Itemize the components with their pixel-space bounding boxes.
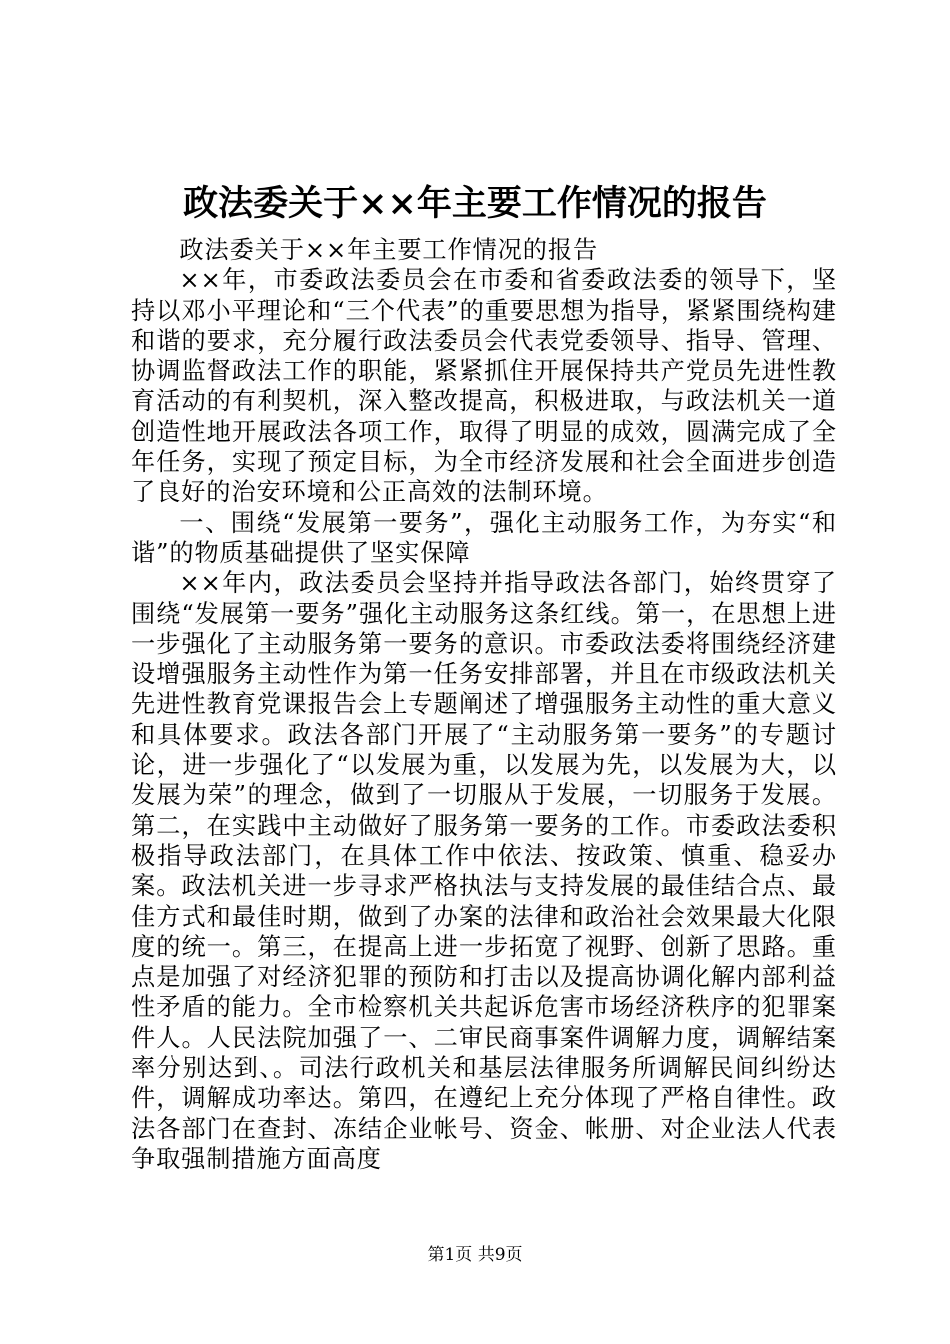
- document-title: 政法委关于××年主要工作情况的报告: [183, 183, 767, 224]
- page-footer: 第1页 共9页: [427, 1245, 523, 1265]
- paragraph-subtitle: 政法委关于××年主要工作情况的报告: [179, 236, 599, 264]
- paragraph-intro: ××年，市委政法委员会在市委和省委政法委的领导下，坚持以邓小平理论和“三个代表”的重要思想为指导，紧紧围绕构建和谐的要求，充分履行政法委员会代表党委领导、指导、管理、协调监督政法工作的职能，紧紧抓住开展保持共产党员先进性教育活动的有利契机，深入整改提高，积极进取，与政法机关一道创造性地开展政法各项工作，取得了明显的成效，圆满完成了全年任务，实现了预定目标，为全市经济发展和社会全面进步创造了良好的治安环境和公正高效的法制环境。: [131, 266, 837, 507]
- paragraph-section-1: ××年内，政法委员会坚持并指导政法各部门，始终贯穿了围绕“发展第一要务”强化主动服务这条红线。第一，在思想上进一步强化了主动服务第一要务的意识。市委政法委将围绕经济建设增强服务主动性作为第一任务安排部署，并且在市级政法机关先进性教育党课报告会上专题阐述了增强服务主动性的重大意义和具体要求。政法各部门开展了“主动服务第一要务”的专题讨论，进一步强化了“以发展为重，以发展为先，以发展为大，以发展为荣”的理念，做到了一切服从于发展，一切服务于发展。第二，在实践中主动做好了服务第一要务的工作。市委政法委积极指导政法部门，在具体工作中依法、按政策、慎重、稳妥办案。政法机关进一步寻求严格执法与支持发展的最佳结合点、最佳方式和最佳时期，做到了办案的法律和政治社会效果最大化限度的统一。第三，在提高上进一步拓宽了视野、创新了思路。重点是加强了对经济犯罪的预防和打击以及提高协调化解内部利益性矛盾的能力。全市检察机关共起诉危害市场经济秩序的犯罪案件人。人民法院加强了一、二审民商事案件调解力度，调解结案率分别达到、。司法行政机关和基层法律服务所调解民间纠纷达件，调解成功率达。第四，在遵纪上充分体现了严格自律性。政法各部门在查封、冻结企业帐号、资金、帐册、对企业法人代表争取强制措施方面高度: [131, 569, 837, 1173]
- section-heading-1: 一、围绕“发展第一要务”，强化主动服务工作，为夯实“和谐”的物质基础提供了坚实保障: [131, 508, 837, 567]
- document-body: [131, 235, 837, 1174]
